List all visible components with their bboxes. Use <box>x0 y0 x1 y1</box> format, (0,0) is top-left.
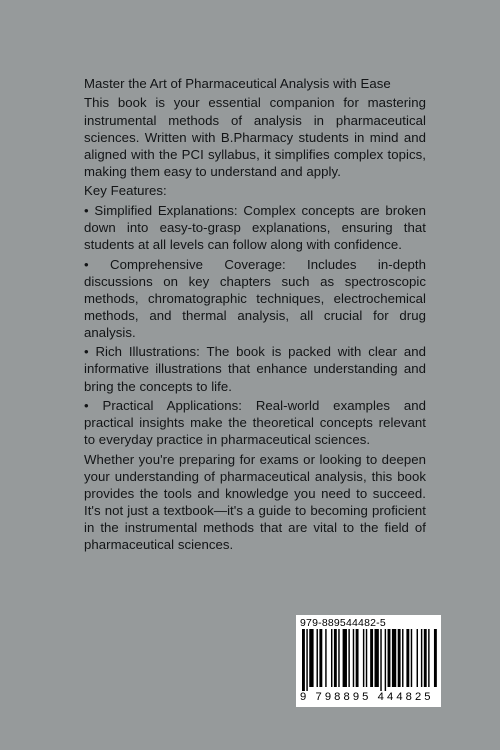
feature-rich-illustrations: • Rich Illustrations: The book is packed with clear and informative illustrations that enhance understanding and bring the concepts to life. <box>84 344 426 394</box>
book-blurb <box>84 75 426 556</box>
blurb-intro: This book is your essential companion for mastering instrumental methods of analysis in pharmaceutical sciences. Written with B.Pharmacy students in mind and aligned with the PCI syllabus, it simplifies complex topics, making them easy to understand and apply. <box>84 95 426 179</box>
barcode-bar <box>317 629 318 687</box>
barcode-bar <box>348 629 349 687</box>
barcode-bars <box>300 629 437 691</box>
barcode-bar <box>388 629 391 687</box>
blurb-closing: Whether you're preparing for exams or looking to deepen your understanding of pharmaceutical analysis, this book provides the tools and knowledge you need to succeed. It's not just a textbook—it's a guide to becoming proficient in the instrumental methods that are vital to the field of pharmaceutical sciences. <box>84 451 426 553</box>
barcode-bar <box>398 629 401 687</box>
barcode-bar <box>356 629 359 687</box>
barcode-bar <box>343 629 347 687</box>
barcode-bar <box>380 629 381 691</box>
features-heading: Key Features: <box>84 183 167 199</box>
barcode-bar <box>309 629 313 687</box>
barcode-bar <box>421 629 422 687</box>
barcode-bar <box>363 629 364 687</box>
barcode-bar <box>424 629 427 687</box>
barcode-bar <box>411 629 412 687</box>
barcode-bar <box>406 629 409 687</box>
barcode-bar <box>417 629 418 687</box>
barcode-bar <box>385 629 386 691</box>
barcode-bar <box>434 629 437 687</box>
barcode-bar <box>392 629 396 687</box>
barcode-bar <box>338 629 339 687</box>
blurb-title: Master the Art of Pharmaceutical Analysis with Ease <box>84 76 391 91</box>
feature-practical-applications: • Practical Applications: Real-world examples and practical insights make the theoretical concepts relevant to everyday practice in pharmaceutical sciences. <box>84 398 426 448</box>
barcode-bar <box>375 629 379 687</box>
barcode-bar <box>402 629 403 687</box>
feature-comprehensive-coverage: • Comprehensive Coverage: Includes in-depth discussions on key chapters such as spectroscopic methods, chromatographic techniques, electrochemical methods, and thermal analysis, all crucial for drug analysis. <box>84 256 426 340</box>
barcode-bar <box>306 629 307 691</box>
barcode-bar <box>331 629 332 687</box>
barcode-bar <box>325 629 326 687</box>
barcode-bar <box>428 629 429 687</box>
barcode-bar <box>334 629 337 687</box>
barcode-bar <box>370 629 373 687</box>
barcode-bar <box>366 629 367 687</box>
barcode-digits: 9 798895 444825 <box>300 691 434 703</box>
barcode-bar <box>319 629 322 687</box>
feature-simplified-explanations: • Simplified Explanations: Complex concepts are broken down into easy-to-grasp explanations, ensuring that students at all levels can follow along with confidence. <box>84 202 426 253</box>
barcode-bar <box>302 629 305 691</box>
isbn-barcode <box>296 615 441 707</box>
isbn-label: 979-889544482-5 <box>300 617 386 629</box>
barcode-bar <box>353 629 354 687</box>
